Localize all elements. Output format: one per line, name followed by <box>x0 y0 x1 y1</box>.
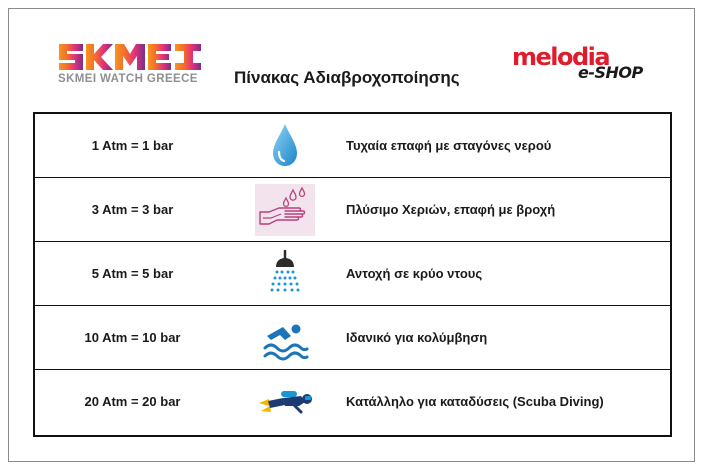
table-row <box>35 178 670 242</box>
row-description: Πλύσιμο Χεριών, επαφή με βροχή <box>346 202 556 217</box>
skmei-subtitle: SKMEI WATCH GREECE <box>58 73 198 85</box>
swimmer-icon <box>255 312 315 364</box>
melodia-shop-suffix: e-SHOP <box>578 63 643 82</box>
skmei-wordmark-icon <box>57 42 203 72</box>
pressure-rating: 10 Atm = 10 bar <box>84 330 181 345</box>
scuba-diver-icon <box>255 376 315 428</box>
shower-icon <box>255 248 315 300</box>
hand-washing-icon <box>255 184 315 236</box>
table-row <box>35 242 670 306</box>
table-row <box>35 306 670 370</box>
melodia-brand-name: melodia <box>512 43 610 71</box>
row-description: Τυχαία επαφή με σταγόνες νερού <box>346 138 552 153</box>
table-row <box>35 370 670 434</box>
pressure-rating: 1 Atm = 1 bar <box>91 138 174 153</box>
water-resistance-table <box>33 112 672 437</box>
row-description: Αντοχή σε κρύο ντους <box>346 266 483 281</box>
pressure-rating: 5 Atm = 5 bar <box>91 266 174 281</box>
pressure-rating: 20 Atm = 20 bar <box>84 394 181 409</box>
pressure-rating: 3 Atm = 3 bar <box>91 202 174 217</box>
page-title: Πίνακας Αδιαβροχοποίησης <box>234 68 460 87</box>
row-description: Ιδανικό για κολύμβηση <box>346 330 488 345</box>
melodia-logo <box>512 45 664 85</box>
table-row <box>35 114 670 178</box>
water-drop-icon <box>255 120 315 172</box>
row-description: Κατάλληλο για καταδύσεις (Scuba Diving) <box>346 394 604 409</box>
skmei-logo <box>57 42 203 88</box>
